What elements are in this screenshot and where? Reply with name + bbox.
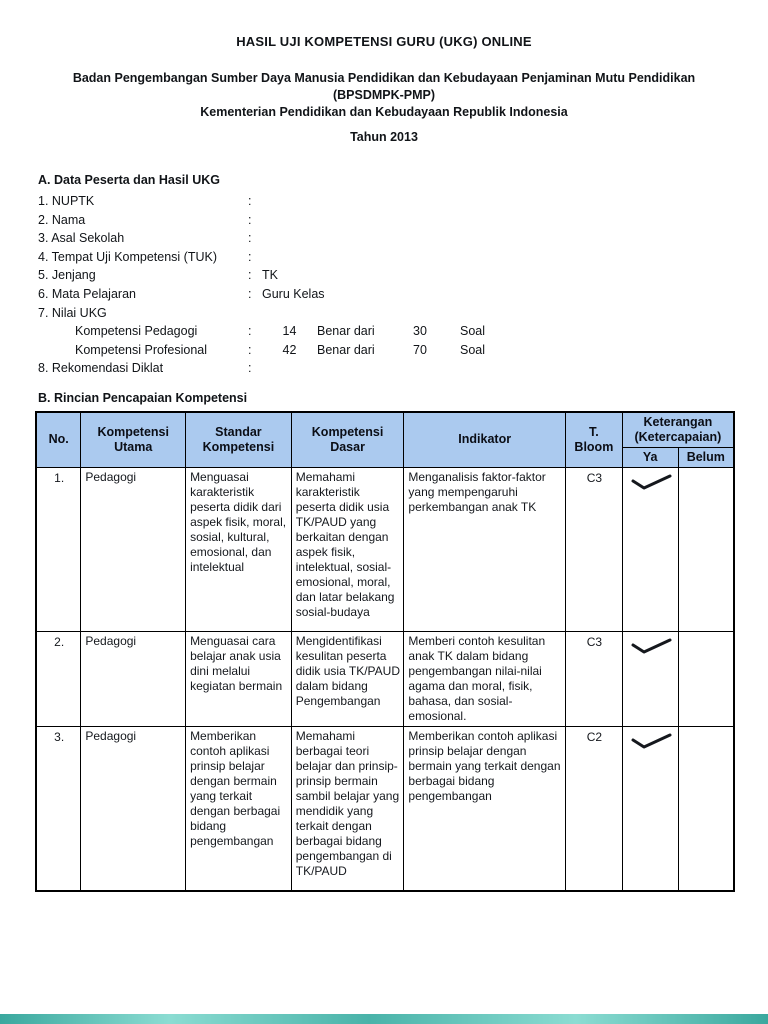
field-asal-sekolah <box>38 229 735 248</box>
field-colon: : <box>248 361 252 376</box>
cell-t-bloom: C3 <box>565 467 622 631</box>
score-row-profesional <box>38 341 735 360</box>
field-colon: : <box>248 194 252 208</box>
cell-indikator: Menganalisis faktor-faktor yang mempengaruhi perkembangan anak TK <box>404 467 566 631</box>
benar-dari-label: Benar dari <box>317 324 375 339</box>
score-label: Kompetensi Profesional <box>75 342 208 357</box>
section-rincian-kompetensi <box>35 391 735 893</box>
cell-standar-kompetensi: Menguasai karakteristik peserta didik dari aspek fisik, moral, sosial, kultural, emosional, dan intelektual <box>186 467 292 631</box>
field-jenjang <box>38 266 735 285</box>
cell-t-bloom: C2 <box>565 726 622 891</box>
section-data-peserta <box>38 173 735 378</box>
cell-kompetensi-utama: Pedagogi <box>81 631 186 726</box>
document-year: Tahun 2013 <box>350 130 418 144</box>
checkmark-icon <box>629 637 673 655</box>
col-header-belum: Belum <box>678 447 734 467</box>
score-correct: 14 <box>282 324 297 339</box>
cell-ya <box>622 726 678 891</box>
col-header-ya: Ya <box>622 447 678 467</box>
field-rekomendasi-diklat <box>38 359 735 378</box>
col-header-keterangan: Keterangan (Ketercapaian) <box>622 412 734 448</box>
table-row <box>36 726 734 891</box>
cell-no: 2. <box>36 631 81 726</box>
kompetensi-table <box>35 411 735 893</box>
field-label: 7. Nilai UKG <box>38 305 107 320</box>
cell-standar-kompetensi: Menguasai cara belajar anak usia dini melalui kegiatan bermain <box>186 631 292 726</box>
benar-dari-label: Benar dari <box>317 342 375 357</box>
field-label: 3. Asal Sekolah <box>38 231 125 246</box>
field-colon: : <box>248 212 252 227</box>
checkmark-icon <box>629 732 673 750</box>
cell-belum <box>678 467 734 631</box>
field-value <box>262 192 735 211</box>
field-colon: : <box>248 231 252 246</box>
col-header-kompetensi-dasar: Kompetensi Dasar <box>291 412 404 468</box>
field-value: TK <box>262 268 278 283</box>
cell-belum <box>678 631 734 726</box>
document-title: HASIL UJI KOMPETENSI GURU (UKG) ONLINE <box>236 34 532 49</box>
cell-no: 3. <box>36 726 81 891</box>
soal-label: Soal <box>460 342 486 357</box>
field-label: 8. Rekomendasi Diklat <box>38 361 164 376</box>
score-total: 30 <box>413 324 427 339</box>
field-nuptk <box>38 192 735 211</box>
score-row-pedagogi <box>38 322 735 341</box>
field-colon <box>248 304 262 323</box>
field-label: 4. Tempat Uji Kompetensi (TUK) <box>38 249 217 264</box>
cell-kompetensi-dasar: Mengidentifikasi kesulitan peserta didik usia TK/PAUD dalam bidang Pengembangan <box>291 631 404 726</box>
section-a-heading: A. Data Peserta dan Hasil UKG <box>38 173 221 187</box>
field-label: 5. Jenjang <box>38 268 96 283</box>
score-colon: : <box>248 324 252 339</box>
col-header-kompetensi-utama: Kompetensi Utama <box>81 412 186 468</box>
org-name: Badan Pengembangan Sumber Daya Manusia Pendidikan dan Kebudayaan Penjaminan Mutu Pendidikan <box>72 71 696 85</box>
table-row <box>36 467 734 631</box>
score-value <box>262 322 735 341</box>
cell-belum <box>678 726 734 891</box>
score-correct: 42 <box>282 342 297 357</box>
table-row <box>36 631 734 726</box>
field-value <box>262 359 735 378</box>
field-colon: : <box>248 268 252 283</box>
cell-kompetensi-dasar: Memahami berbagai teori belajar dan prinsip-prinsip bermain sambil belajar yang mendidik yang terkait dengan berbagai bidang pengembangan di TK/PAUD <box>291 726 404 891</box>
cell-standar-kompetensi: Memberikan contoh aplikasi prinsip belajar dengan bermain yang terkait dengan berbagai bidang pengembangan <box>186 726 292 891</box>
field-nilai-ukg <box>38 304 735 323</box>
field-nama <box>38 211 735 230</box>
page-bottom-bar <box>0 1014 768 1024</box>
field-value <box>262 229 735 248</box>
col-header-t-bloom: T. Bloom <box>565 412 622 468</box>
cell-ya <box>622 631 678 726</box>
col-header-standar-kompetensi: Standar Kompetensi <box>186 412 292 468</box>
col-header-indikator: Indikator <box>404 412 566 468</box>
cell-kompetensi-utama: Pedagogi <box>81 467 186 631</box>
checkmark-icon <box>629 473 673 491</box>
cell-indikator: Memberikan contoh aplikasi prinsip belajar dengan bermain yang terkait dengan berbagai bidang pengembangan <box>404 726 566 891</box>
cell-kompetensi-utama: Pedagogi <box>81 726 186 891</box>
score-label: Kompetensi Pedagogi <box>75 324 198 339</box>
field-value <box>262 211 735 230</box>
org-abbreviation: (BPSDMPK-PMP) <box>332 88 436 102</box>
field-label: 2. Nama <box>38 212 86 227</box>
field-value <box>262 304 735 323</box>
field-value <box>262 248 735 267</box>
cell-kompetensi-dasar: Memahami karakteristik peserta didik usia TK/PAUD yang berkaitan dengan aspek fisik, intelektual, sosial-emosional, moral, dan latar belakang sosial-budaya <box>291 467 404 631</box>
field-value: Guru Kelas <box>262 286 325 301</box>
cell-indikator: Memberi contoh kesulitan anak TK dalam bidang pengembangan nilai-nilai agama dan moral, fisik, bahasa, dan sosial-emosional. <box>404 631 566 726</box>
col-header-no: No. <box>36 412 81 468</box>
score-total: 70 <box>413 342 427 357</box>
table-header <box>36 412 734 468</box>
field-colon: : <box>248 286 252 301</box>
document-header <box>0 0 768 146</box>
cell-t-bloom: C3 <box>565 631 622 726</box>
score-value <box>262 341 735 360</box>
ministry-name: Kementerian Pendidikan dan Kebudayaan Republik Indonesia <box>200 105 568 119</box>
cell-ya <box>622 467 678 631</box>
score-colon: : <box>248 342 252 357</box>
field-colon: : <box>248 249 252 264</box>
field-label: 6. Mata Pelajaran <box>38 286 136 301</box>
field-tempat-uji <box>38 248 735 267</box>
cell-no: 1. <box>36 467 81 631</box>
field-mata-pelajaran <box>38 285 735 304</box>
section-b-heading: B. Rincian Pencapaian Kompetensi <box>38 390 248 405</box>
soal-label: Soal <box>460 324 486 339</box>
field-label: 1. NUPTK <box>38 194 95 208</box>
